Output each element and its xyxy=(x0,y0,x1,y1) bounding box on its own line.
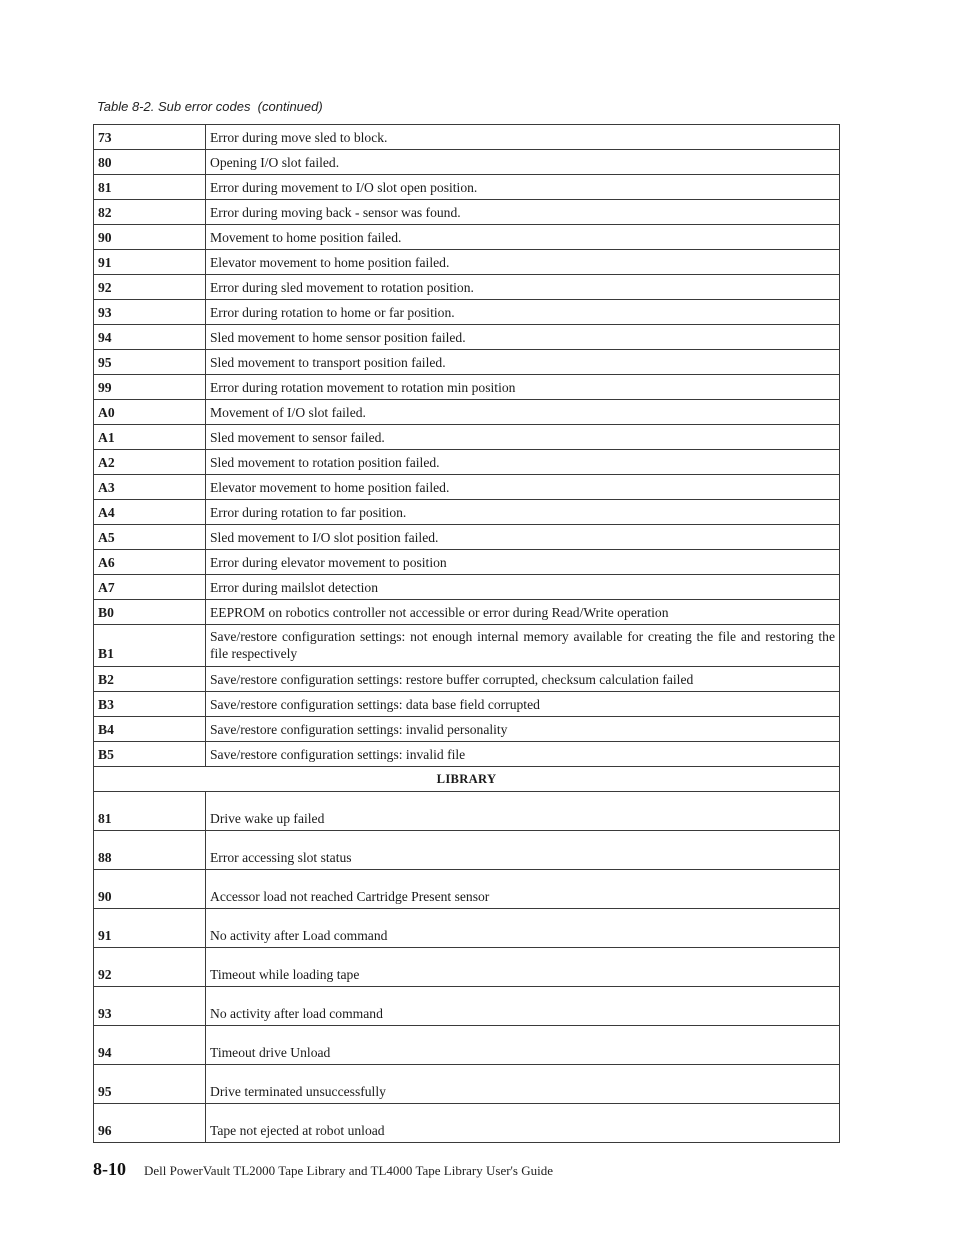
error-description-cell: Sled movement to home sensor position failed. xyxy=(206,325,840,350)
error-description-cell: Movement to home position failed. xyxy=(206,225,840,250)
error-description-cell: Error during mailslot detection xyxy=(206,575,840,600)
error-code-cell: 91 xyxy=(94,250,206,275)
table-row xyxy=(94,150,840,175)
error-description-cell: Save/restore configuration settings: invalid file xyxy=(206,742,840,767)
error-code-cell: A3 xyxy=(94,475,206,500)
table-body xyxy=(94,125,840,1143)
table-row xyxy=(94,525,840,550)
table-row xyxy=(94,600,840,625)
error-description-cell: Drive terminated unsuccessfully xyxy=(206,1065,840,1104)
error-code-cell: A4 xyxy=(94,500,206,525)
error-code-cell: 92 xyxy=(94,948,206,987)
error-description-cell: Save/restore configuration settings: restore buffer corrupted, checksum calculation failed xyxy=(206,667,840,692)
error-description-cell: Error during rotation movement to rotation min position xyxy=(206,375,840,400)
table-row xyxy=(94,909,840,948)
table-row xyxy=(94,1065,840,1104)
error-code-cell: 94 xyxy=(94,325,206,350)
error-code-cell: 95 xyxy=(94,1065,206,1104)
error-code-cell: B3 xyxy=(94,692,206,717)
error-description-cell: Error during rotation to far position. xyxy=(206,500,840,525)
table-row xyxy=(94,987,840,1026)
guide-title: Dell PowerVault TL2000 Tape Library and TL4000 Tape Library User's Guide xyxy=(144,1163,553,1178)
error-description-cell: Sled movement to I/O slot position failed. xyxy=(206,525,840,550)
error-description-cell: Tape not ejected at robot unload xyxy=(206,1104,840,1143)
table-row xyxy=(94,500,840,525)
error-description-cell: Sled movement to rotation position failed. xyxy=(206,450,840,475)
error-description-cell: Error during rotation to home or far position. xyxy=(206,300,840,325)
table-row xyxy=(94,692,840,717)
table-row xyxy=(94,870,840,909)
error-code-cell: B2 xyxy=(94,667,206,692)
error-description-cell: Save/restore configuration settings: data base field corrupted xyxy=(206,692,840,717)
table-row xyxy=(94,742,840,767)
table-row xyxy=(94,175,840,200)
error-description-cell: No activity after load command xyxy=(206,987,840,1026)
page-footer xyxy=(93,1159,553,1180)
error-description-cell: EEPROM on robotics controller not accessible or error during Read/Write operation xyxy=(206,600,840,625)
error-code-cell: 81 xyxy=(94,175,206,200)
error-code-cell: 80 xyxy=(94,150,206,175)
table-row xyxy=(94,667,840,692)
error-description-cell: Timeout while loading tape xyxy=(206,948,840,987)
error-description-cell: Error during elevator movement to position xyxy=(206,550,840,575)
error-code-cell: 93 xyxy=(94,987,206,1026)
error-code-cell: A5 xyxy=(94,525,206,550)
error-code-cell: 95 xyxy=(94,350,206,375)
table-row xyxy=(94,200,840,225)
error-code-cell: 90 xyxy=(94,870,206,909)
error-description-cell: Error during move sled to block. xyxy=(206,125,840,150)
error-description-cell: Sled movement to sensor failed. xyxy=(206,425,840,450)
error-code-cell: B0 xyxy=(94,600,206,625)
sub-error-codes-table xyxy=(93,124,840,1143)
error-code-cell: B1 xyxy=(94,625,206,667)
error-description-cell: Movement of I/O slot failed. xyxy=(206,400,840,425)
table-row xyxy=(94,375,840,400)
error-description-cell: Error during sled movement to rotation position. xyxy=(206,275,840,300)
error-code-cell: 91 xyxy=(94,909,206,948)
error-code-cell: B5 xyxy=(94,742,206,767)
error-description-cell: Elevator movement to home position failed. xyxy=(206,475,840,500)
table-row xyxy=(94,1104,840,1143)
error-code-cell: A7 xyxy=(94,575,206,600)
error-code-cell: 81 xyxy=(94,792,206,831)
error-description-cell: Drive wake up failed xyxy=(206,792,840,831)
error-code-cell: 73 xyxy=(94,125,206,150)
table-row xyxy=(94,792,840,831)
error-code-cell: 92 xyxy=(94,275,206,300)
table-row xyxy=(94,225,840,250)
error-description-cell: Save/restore configuration settings: invalid personality xyxy=(206,717,840,742)
table-row xyxy=(94,1026,840,1065)
table-row xyxy=(94,125,840,150)
table-row xyxy=(94,250,840,275)
error-code-cell: 96 xyxy=(94,1104,206,1143)
table-row xyxy=(94,717,840,742)
table-row xyxy=(94,625,840,667)
section-header-row xyxy=(94,767,840,792)
table-row xyxy=(94,425,840,450)
table-row xyxy=(94,475,840,500)
error-description-cell: Timeout drive Unload xyxy=(206,1026,840,1065)
error-description-cell: Error accessing slot status xyxy=(206,831,840,870)
error-description-cell: Sled movement to transport position failed. xyxy=(206,350,840,375)
error-code-cell: A2 xyxy=(94,450,206,475)
error-code-cell: 93 xyxy=(94,300,206,325)
table-row xyxy=(94,325,840,350)
error-description-cell: Elevator movement to home position failed. xyxy=(206,250,840,275)
error-code-cell: A1 xyxy=(94,425,206,450)
error-code-cell: 90 xyxy=(94,225,206,250)
page-number: 8-10 xyxy=(93,1159,126,1179)
table-row xyxy=(94,831,840,870)
error-description-cell: Error during moving back - sensor was found. xyxy=(206,200,840,225)
table-caption: Table 8-2. Sub error codes (continued) xyxy=(97,99,323,114)
table-row xyxy=(94,300,840,325)
section-label-library: LIBRARY xyxy=(94,767,840,792)
table-row xyxy=(94,550,840,575)
error-description-cell: Opening I/O slot failed. xyxy=(206,150,840,175)
error-description-cell: Save/restore configuration settings: not enough internal memory available for creating the file and restoring the file respectively xyxy=(206,625,840,667)
table-row xyxy=(94,350,840,375)
error-code-cell: A6 xyxy=(94,550,206,575)
error-code-cell: B4 xyxy=(94,717,206,742)
table-row xyxy=(94,948,840,987)
error-code-cell: 94 xyxy=(94,1026,206,1065)
table-row xyxy=(94,275,840,300)
error-description-cell: Error during movement to I/O slot open position. xyxy=(206,175,840,200)
error-description-cell: No activity after Load command xyxy=(206,909,840,948)
table-row xyxy=(94,575,840,600)
error-code-cell: 88 xyxy=(94,831,206,870)
error-code-cell: 82 xyxy=(94,200,206,225)
error-description-cell: Accessor load not reached Cartridge Present sensor xyxy=(206,870,840,909)
table-row xyxy=(94,450,840,475)
error-code-cell: 99 xyxy=(94,375,206,400)
error-code-cell: A0 xyxy=(94,400,206,425)
table-row xyxy=(94,400,840,425)
